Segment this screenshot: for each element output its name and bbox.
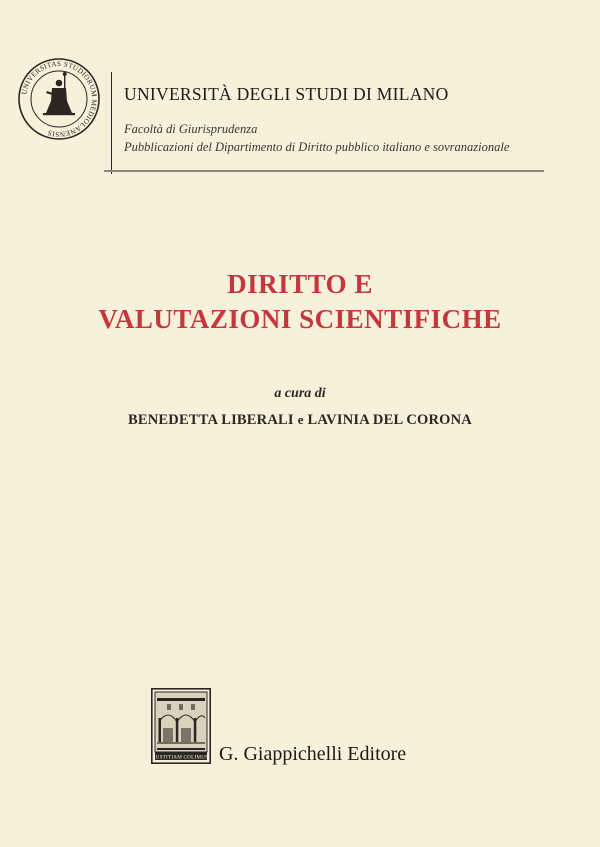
editor-name: LAVINIA DEL CORONA (307, 412, 472, 428)
publisher-logo-motto: IUSTITIAM COLIMUS (153, 754, 209, 761)
editors-line (0, 412, 600, 429)
department-name: Pubblicazioni del Dipartimento di Diritto pubblico italiano e sovranazionale (124, 140, 510, 154)
edited-by-label: a cura di (274, 386, 326, 401)
university-seal-icon (17, 57, 101, 141)
university-name: UNIVERSITÀ DEGLI STUDI DI MILANO (124, 84, 449, 104)
editors-conjunction: e (297, 412, 304, 427)
book-title-line-2: VALUTAZIONI SCIENTIFICHE (98, 304, 502, 334)
publisher-name: G. Giappichelli Editore (219, 743, 407, 765)
faculty-name: Facoltà di Giurisprudenza (124, 122, 258, 136)
book-title-line-1: DIRITTO E (227, 269, 373, 299)
editor-name: BENEDETTA LIBERALI (128, 412, 294, 428)
header-vertical-divider (111, 72, 112, 174)
seal-text: UNIVERSITAS STUDIORUM MEDIOLANENSIS (20, 59, 99, 139)
publisher-logo-icon (151, 688, 211, 764)
header-horizontal-divider (104, 170, 544, 172)
